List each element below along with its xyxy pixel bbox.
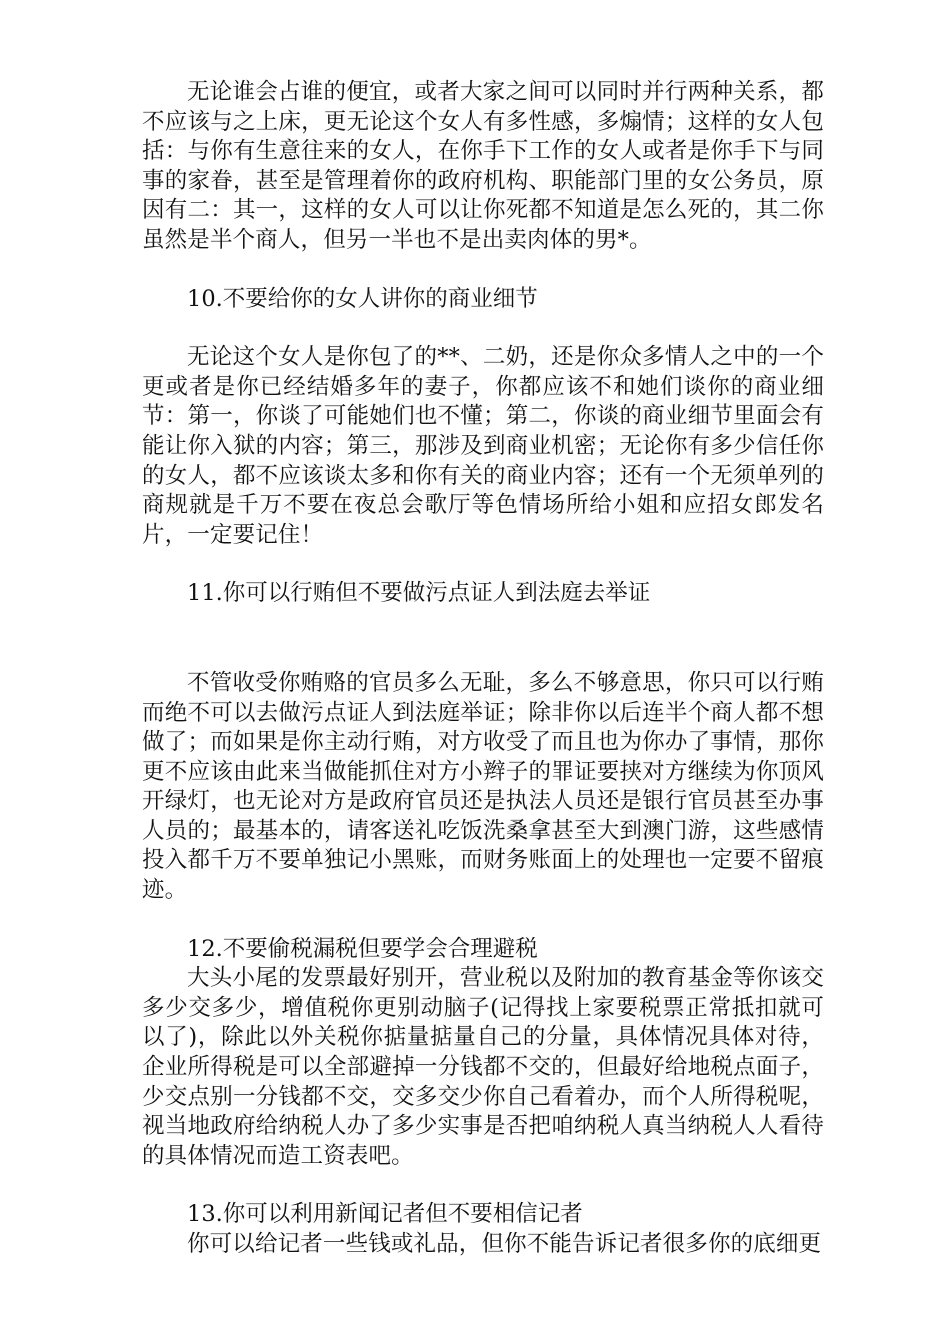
section-heading-11: 11.你可以行贿但不要做污点证人到法庭去举证 (187, 580, 651, 607)
paragraph-11-body: 不管收受你贿赂的官员多么无耻，多么不够意思，你只可以行贿而绝不可以去做污点证人到法庭举证；除非你以后连半个商人都不想做了；而如果是你主动行贿，对方收受了而且也为你办了事情，那你更不应该由此来当做能抓住对方小辫子的罪证要挟对方继续为你顶风开绿灯，也无论对方是政府官员还是执法人员还是银行官员甚至办事人员的；最基本的，请客送礼吃饭洗桑拿甚至大到澳门游，这些感情投入都千万不要单独记小黑账，而财务账面上的处理也一定要不留痕迹。 (142, 669, 824, 904)
paragraph-spacer (142, 550, 824, 579)
paragraph-spacer (142, 314, 824, 343)
paragraph-10-body: 无论这个女人是你包了的**、二奶，还是你众多情人之中的一个更或者是你已经结婚多年的妻子，你都应该不和她们谈你的商业细节：第一，你谈了可能她们也不懂；第二，你谈的商业细节里面会有能让你入狱的内容；第三，那涉及到商业机密；无论你有多少信任你的女人，都不应该谈太多和你有关的商业内容；还有一个无须单列的商规就是千万不要在夜总会歌厅等色情场所给小姐和应招女郎发名片，一定要记住！ (142, 344, 824, 548)
paragraph-spacer (142, 1171, 824, 1200)
paragraph-spacer (142, 906, 824, 935)
paragraph-13-body: 你可以给记者一些钱或礼品，但你不能告诉记者很多你的底细更 (187, 1231, 822, 1257)
section-heading-13: 13.你可以利用新闻记者但不要相信记者 (187, 1201, 583, 1228)
paragraph-9-body: 无论谁会占谁的便宜，或者大家之间可以同时并行两种关系，都不应该与之上床，更无论这个女人有多性感，多煽情；这样的女人包括：与你有生意往来的女人，在你手下工作的女人或者是你手下与同事的家眷，甚至是管理着你的政府机构、职能部门里的女公务员，原因有二：其一，这样的女人可以让你死都不知道是怎么死的，其二你虽然是半个商人，但另一半也不是出卖肉体的男*。 (142, 79, 824, 253)
section-heading-10: 10.不要给你的女人讲你的商业细节 (187, 285, 538, 312)
paragraph-spacer (142, 609, 824, 669)
paragraph-spacer (142, 256, 824, 285)
document-page (142, 78, 824, 1260)
paragraph-12-body: 大头小尾的发票最好别开，营业税以及附加的教育基金等你该交多少交多少，增值税你更别动脑子(记得找上家要税票正常抵扣就可以了)，除此以外关税你掂量掂量自己的分量，具体情况具体对待，企业所得税是可以全部避掉一分钱都不交的，但最好给地税点面子，少交点别一分钱都不交，交多交少你自己看着办，而个人所得税呢，视当地政府给纳税人办了多少实事是否把咱纳税人真当纳税人人看待的具体情况而造工资表吧。 (142, 965, 824, 1169)
section-heading-12: 12.不要偷税漏税但要学会合理避税 (187, 935, 538, 962)
